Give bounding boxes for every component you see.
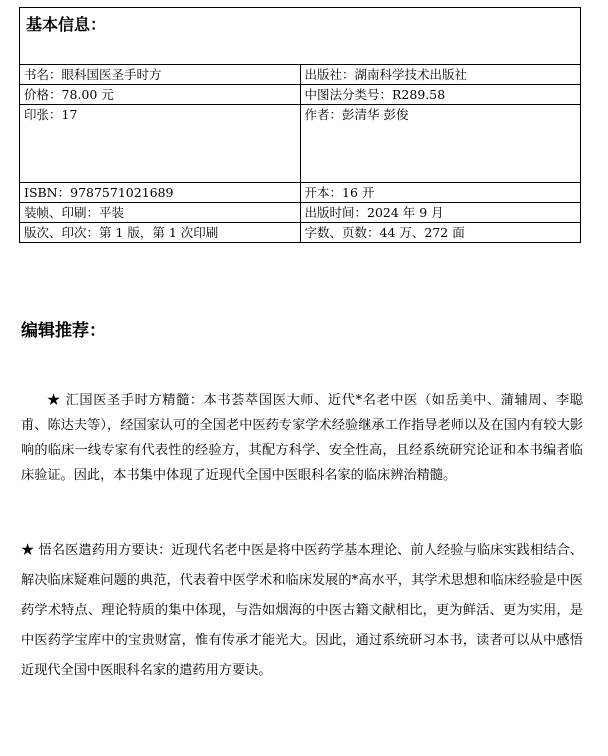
publish-date-cell: 出版时间：2024 年 9 月 (300, 203, 581, 223)
recommendation-paragraph-1 (21, 388, 583, 488)
table-row (20, 183, 581, 203)
basic-info-heading: 基本信息： (20, 8, 581, 65)
wordcount-pages-cell: 字数、页数：44 万、272 面 (300, 223, 581, 243)
classification-cell: 中图法分类号：R289.58 (300, 85, 581, 105)
edition-cell: 版次、印次：第 1 版，第 1 次印刷 (20, 223, 301, 243)
basic-info-table (19, 7, 581, 243)
table-row (20, 203, 581, 223)
recommendation-paragraph-2 (21, 536, 583, 686)
editor-recommendation-title: 编辑推荐： (21, 321, 106, 341)
price-cell: 价格：78.00 元 (20, 85, 301, 105)
book-title-cell: 书名：眼科国医圣手时方 (20, 65, 301, 85)
sheets-cell: 印张：17 (20, 105, 301, 183)
publisher-cell: 出版社：湖南科学技术出版社 (300, 65, 581, 85)
binding-cell: 装帧、印刷：平装 (20, 203, 301, 223)
author-cell: 作者：彭清华 彭俊 (300, 105, 581, 183)
format-cell: 开本：16 开 (300, 183, 581, 203)
table-row (20, 85, 581, 105)
table-row (20, 223, 581, 243)
star-icon: ★ (21, 543, 35, 558)
isbn-cell: ISBN：9787571021689 (20, 183, 301, 203)
table-row (20, 65, 581, 85)
table-row (20, 105, 581, 183)
recommendation-text-1: 汇国医圣手时方精髓：本书荟萃国医大师、近代*名老中医（如岳美中、蒲辅周、李聪甫、陈达夫等），经国家认可的全国老中医药专家学术经验继承工作指导老师以及在国内有较大影响的临床一线专家有代表性的经验方，其配方科学、安全性高，且经系统研究论证和本书编者临床验证。因此，本书集中体现了近现代全国中医眼科名家的临床辨治精髓。 (21, 393, 583, 483)
recommendation-text-2: 悟名医遣药用方要诀：近现代名老中医是将中医药学基本理论、前人经验与临床实践相结合、解决临床疑难问题的典范，代表着中医学术和临床发展的*高水平，其学术思想和临床经验是中医药学术特点、理论特质的集中体现，与浩如烟海的中医古籍文献相比，更为鲜活、更为实用，是中医药学宝库中的宝贵财富，惟有传承才能光大。因此，通过系统研习本书，读者可以从中感悟近现代全国中医眼科名家的遣药用方要诀。 (21, 543, 583, 678)
star-icon: ★ (47, 393, 61, 408)
